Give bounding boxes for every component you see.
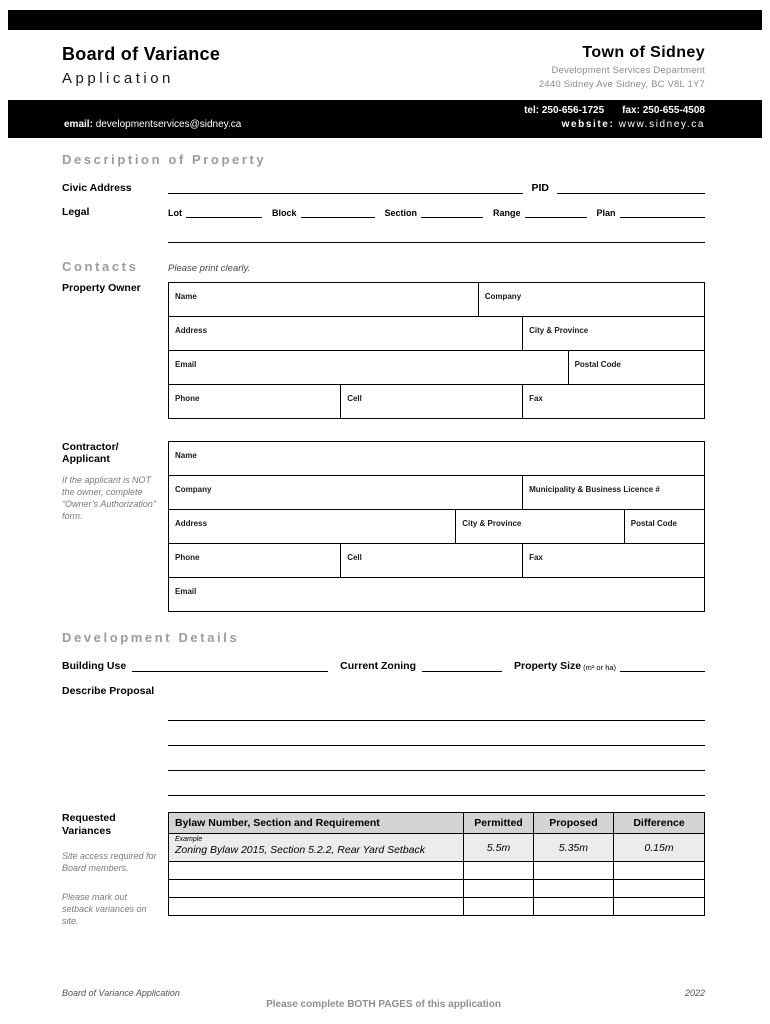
variance-1-requirement-field[interactable] — [169, 862, 463, 879]
organization-department: Development Services Department — [551, 65, 705, 76]
website-link[interactable]: www.sidney.ca — [618, 119, 705, 130]
property-owner-section — [62, 282, 705, 419]
owner-company-field[interactable] — [478, 283, 704, 316]
section-label: Section — [384, 208, 418, 218]
email-label: email: — [64, 119, 93, 130]
variance-3-permitted-field[interactable] — [463, 898, 533, 915]
legal-continuation-field[interactable] — [168, 230, 705, 243]
owner-phone-field[interactable] — [169, 385, 340, 418]
table-row — [169, 475, 704, 509]
property-size-field[interactable] — [620, 659, 705, 672]
requested-variances-label-line2: Variances — [62, 825, 112, 838]
variance-1-difference-field[interactable] — [613, 862, 704, 879]
current-zoning-label: Current Zoning — [340, 660, 416, 672]
describe-proposal-label: Describe Proposal — [62, 685, 155, 697]
owner-name-label: Name — [175, 292, 197, 301]
property-owner-label-col — [62, 282, 168, 294]
legal-description-row — [62, 205, 705, 218]
variances-label-col — [62, 812, 168, 927]
applicant-address-field[interactable] — [169, 510, 455, 543]
legal-label: Legal — [62, 206, 90, 218]
section-heading-development-details: Development Details — [62, 630, 240, 645]
column-header-proposed: Proposed — [533, 813, 613, 833]
applicant-name-field[interactable] — [169, 442, 704, 475]
table-row — [169, 577, 704, 611]
applicant-postal-code-field[interactable] — [624, 510, 704, 543]
owner-fax-field[interactable] — [522, 385, 704, 418]
email-link[interactable]: developmentservices@sidney.ca — [95, 119, 242, 130]
applicant-licence-field[interactable] — [522, 476, 704, 509]
column-header-difference: Difference — [613, 813, 704, 833]
civic-address-label: Civic Address — [62, 182, 132, 194]
variance-1-proposed-field[interactable] — [533, 862, 613, 879]
website-label: website: — [561, 119, 615, 130]
owner-phone-label: Phone — [175, 394, 200, 403]
civic-address-row — [62, 181, 705, 194]
applicant-postal-code-label: Postal Code — [630, 519, 677, 528]
applicant-fax-field[interactable] — [522, 544, 704, 577]
contractor-applicant-table — [168, 441, 705, 612]
form-title-line1: Board of Variance — [62, 44, 221, 64]
example-difference-value: 0.15m — [613, 834, 704, 861]
column-header-requirement: Bylaw Number, Section and Requirement — [175, 817, 380, 829]
variance-1-permitted-field[interactable] — [463, 862, 533, 879]
owner-email-label: Email — [175, 360, 197, 369]
contractor-label-line1: Contractor/ — [62, 441, 119, 453]
requested-variances-label-line1: Requested — [62, 812, 116, 824]
variance-entry-row-3 — [169, 897, 704, 915]
owner-city-province-label: City & Province — [529, 326, 589, 335]
applicant-email-field[interactable] — [169, 578, 704, 611]
applicant-address-label: Address — [175, 519, 208, 528]
property-owner-label: Property Owner — [62, 282, 141, 294]
applicant-phone-field[interactable] — [169, 544, 340, 577]
applicant-name-label: Name — [175, 451, 197, 460]
table-row — [169, 543, 704, 577]
table-row — [169, 509, 704, 543]
applicant-city-province-field[interactable] — [455, 510, 624, 543]
property-size-unit-note: (m² or ha) — [583, 663, 617, 672]
print-clearly-note: Please print clearly. — [168, 263, 251, 274]
site-access-note: Site access required for Board members. — [62, 851, 157, 874]
variance-entry-row-1 — [169, 861, 704, 879]
phone-fax-row — [64, 104, 705, 118]
fax-label: fax: — [622, 105, 640, 116]
section-heading-description-of-property: Description of Property — [62, 152, 267, 167]
proposal-line-2[interactable] — [168, 721, 705, 746]
form-title-line2: Application — [62, 70, 174, 87]
legal-continuation-row — [62, 230, 705, 243]
plan-label: Plan — [596, 208, 616, 218]
owner-cell-label: Cell — [347, 394, 362, 403]
organization-info — [539, 44, 705, 90]
applicant-email-label: Email — [175, 587, 197, 596]
example-permitted-value: 5.5m — [463, 834, 533, 861]
owner-fax-label: Fax — [529, 394, 543, 403]
block-field[interactable] — [301, 205, 375, 218]
owners-authorization-note: If the applicant is NOT the owner, complete “Owner’s Authorization” form. — [62, 475, 156, 522]
example-tag: Example — [175, 836, 203, 843]
variance-2-proposed-field[interactable] — [533, 880, 613, 897]
applicant-fax-label: Fax — [529, 553, 543, 562]
variances-table — [168, 812, 705, 916]
variance-3-proposed-field[interactable] — [533, 898, 613, 915]
example-requirement-text: Zoning Bylaw 2015, Section 5.2.2, Rear Yard Setback — [175, 844, 426, 856]
table-row — [169, 350, 704, 384]
proposal-line-4[interactable] — [168, 771, 705, 796]
variance-3-requirement-field[interactable] — [169, 898, 463, 915]
applicant-cell-field[interactable] — [340, 544, 522, 577]
owner-cell-field[interactable] — [340, 385, 522, 418]
applicant-company-label: Company — [175, 485, 212, 494]
property-size-label: Property Size — [514, 660, 582, 672]
table-row — [169, 283, 704, 316]
variance-3-difference-field[interactable] — [613, 898, 704, 915]
form-body — [0, 152, 770, 927]
page-footer — [62, 988, 705, 1010]
email-website-row — [64, 118, 705, 132]
section-description-of-property — [62, 152, 705, 243]
mark-setbacks-note: Please mark out setback variances on site. — [62, 891, 147, 926]
footer-year: 2022 — [684, 988, 705, 998]
owner-postal-code-label: Postal Code — [574, 360, 621, 369]
applicant-phone-label: Phone — [175, 553, 200, 562]
applicant-city-province-label: City & Province — [462, 519, 522, 528]
form-header — [0, 30, 770, 100]
variance-2-permitted-field[interactable] — [463, 880, 533, 897]
range-label: Range — [493, 208, 521, 218]
example-requirement-cell — [169, 834, 463, 861]
tel-label: tel: — [524, 105, 540, 116]
organization-name: Town of Sidney — [582, 44, 705, 61]
section-requested-variances — [62, 812, 705, 927]
owner-city-province-field[interactable] — [522, 317, 704, 350]
section-contacts — [62, 259, 705, 612]
email-group — [64, 118, 241, 132]
applicant-cell-label: Cell — [347, 553, 362, 562]
proposal-line-1[interactable] — [168, 699, 705, 721]
variance-entry-row-2 — [169, 879, 704, 897]
owner-company-label: Company — [484, 292, 522, 301]
variances-example-row — [169, 833, 704, 861]
section-heading-contacts: Contacts — [62, 259, 139, 274]
column-header-permitted: Permitted — [463, 813, 533, 833]
section-development-details — [62, 630, 705, 796]
range-field[interactable] — [525, 205, 587, 218]
table-row — [169, 442, 704, 475]
lot-field[interactable] — [186, 205, 262, 218]
section-field[interactable] — [421, 205, 483, 218]
plan-field[interactable] — [620, 205, 705, 218]
variance-2-requirement-field[interactable] — [169, 880, 463, 897]
footer-meta-row — [62, 988, 705, 998]
applicant-company-field[interactable] — [169, 476, 522, 509]
current-zoning-field[interactable] — [422, 659, 502, 672]
property-owner-table — [168, 282, 705, 419]
owner-name-field[interactable] — [169, 283, 478, 316]
owner-address-field[interactable] — [169, 317, 522, 350]
lot-label: Lot — [168, 208, 182, 218]
variances-header-row — [169, 813, 704, 833]
building-use-row — [62, 659, 705, 672]
form-title — [62, 44, 220, 87]
owner-email-field[interactable] — [169, 351, 568, 384]
pid-label: PID — [531, 182, 549, 194]
example-proposed-value: 5.35m — [533, 834, 613, 861]
building-use-field[interactable] — [132, 659, 328, 672]
footer-both-pages-note: Please complete BOTH PAGES of this application — [266, 999, 501, 1010]
contacts-heading-row — [62, 259, 705, 274]
top-black-bar — [8, 10, 762, 30]
fax-value: 250-655-4508 — [642, 105, 705, 116]
applicant-licence-label: Municipality & Business Licence # — [529, 485, 660, 494]
tel-value: 250-656-1725 — [541, 105, 605, 116]
civic-address-field[interactable] — [168, 181, 523, 194]
pid-field[interactable] — [557, 181, 705, 194]
contractor-label-col — [62, 441, 168, 523]
website-group — [562, 118, 705, 132]
contractor-applicant-section — [62, 441, 705, 612]
organization-address: 2440 Sidney Ave Sidney, BC V8L 1Y7 — [538, 79, 705, 90]
owner-address-label: Address — [175, 326, 208, 335]
proposal-line-3[interactable] — [168, 746, 705, 771]
table-row — [169, 384, 704, 418]
variance-2-difference-field[interactable] — [613, 880, 704, 897]
contact-info-bar — [8, 100, 762, 138]
building-use-label: Building Use — [62, 660, 127, 672]
table-row — [169, 316, 704, 350]
owner-postal-code-field[interactable] — [568, 351, 704, 384]
describe-proposal-row — [62, 685, 705, 697]
footer-document-name: Board of Variance Application — [62, 988, 180, 998]
contractor-label-line2: Applicant — [62, 453, 110, 465]
block-label: Block — [272, 208, 297, 218]
